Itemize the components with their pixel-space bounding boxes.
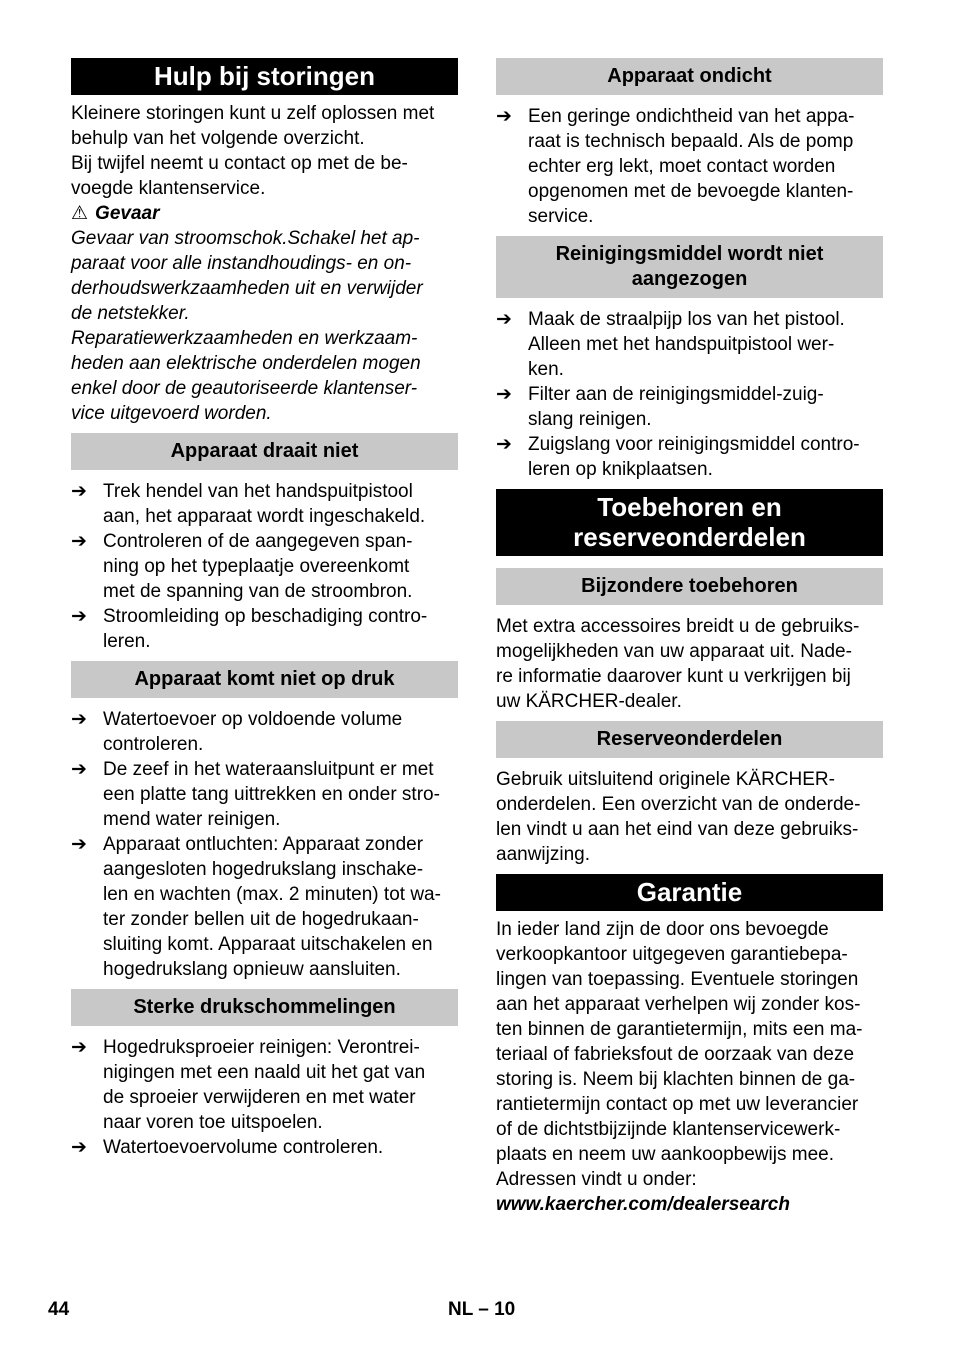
list-item: ➔ Watertoevoer op voldoende volume controleren. <box>71 709 403 755</box>
warning-icon: ⚠ <box>71 203 89 224</box>
subheading-spare-parts: Reserveonderdelen <box>496 721 883 758</box>
bullet-list <box>496 104 883 229</box>
bullet-list <box>496 307 883 482</box>
warning-heading <box>71 201 458 226</box>
bullet-list <box>71 1035 458 1160</box>
arrow-icon: ➔ <box>496 434 512 455</box>
warranty-text: In ieder land zijn de door ons bevoegde verkoopkantoor uitgegeven garantiebepa- lingen van toepassing. Eventuele storingen aan het apparaat verhelpen wij zonder kos- ten binnen de garantietermijn, mits een ma- teriaal of fabrieksfout de oorzaak van deze storing is. Neem bij klachten binnen de ga- rantietermijn contact op met uw leverancier of de dichtstbijzijnde klantenservicewerk- plaats en neem uw aankoopbewijs mee. Adressen vindt u onder: <box>496 919 863 1190</box>
left-column <box>71 58 458 1160</box>
dealer-search-link[interactable]: www.kaercher.com/dealersearch <box>496 1194 790 1215</box>
right-column <box>496 58 883 1217</box>
subheading-special-accessories: Bijzondere toebehoren <box>496 568 883 605</box>
arrow-icon: ➔ <box>71 834 87 855</box>
spare-parts-text: Gebruik uitsluitend originele KÄRCHER- onderdelen. Een overzicht van de onderde- len vindt u aan het eind van deze gebruiks- aanwijzing. <box>496 769 861 865</box>
list-item: ➔ Filter aan de reinigingsmiddel-zuig- slang reinigen. <box>496 384 824 430</box>
subheading-no-pressure: Apparaat komt niet op druk <box>71 661 458 698</box>
arrow-icon: ➔ <box>496 309 512 330</box>
list-item: ➔ Apparaat ontluchten: Apparaat zonder aangesloten hogedrukslang inschake- len en wachten (max. 2 minuten) tot wa- ter zonder bellen uit de hogedrukaan- sluiting komt. Apparaat uitschakelen en hogedrukslang opnieuw aansluiten. <box>71 834 441 980</box>
list-item: ➔ Een geringe ondichtheid van het appa- raat is technisch bepaald. Als de pomp echter erg lekt, moet contact worden opgenomen met de bevoegde klanten- service. <box>496 106 855 227</box>
list-item: ➔ Stroomleiding op beschadiging contro- leren. <box>71 606 428 652</box>
intro-text: Kleinere storingen kunt u zelf oplossen met behulp van het volgende overzicht. Bij twijfel neemt u contact op met de be- voegde klantenservice. <box>71 103 435 199</box>
list-item: ➔ Zuigslang voor reinigingsmiddel contro- leren op knikplaatsen. <box>496 434 860 480</box>
page-number: 44 <box>48 1299 70 1320</box>
list-item: ➔ De zeef in het wateraansluitpunt er met een platte tang uittrekken en onder stro- mend water reinigen. <box>71 759 440 830</box>
arrow-icon: ➔ <box>71 531 87 552</box>
bullet-list <box>71 707 458 982</box>
subheading-detergent-not-sucked: Reinigingsmiddel wordt niet aangezogen <box>496 236 883 298</box>
arrow-icon: ➔ <box>71 481 87 502</box>
list-item: ➔ Hogedruksproeier reinigen: Verontrei- nigingen met een naald uit het gat van de sproeier verwijderen en met water naar voren toe uitspoelen. <box>71 1037 426 1133</box>
section-title-troubleshooting: Hulp bij storingen <box>71 58 458 95</box>
arrow-icon: ➔ <box>71 709 87 730</box>
subheading-device-not-running: Apparaat draait niet <box>71 433 458 470</box>
arrow-icon: ➔ <box>496 106 512 127</box>
special-accessories-text: Met extra accessoires breidt u de gebruiks- mogelijkheden van uw apparaat uit. Nade- re informatie daarover kunt u verkrijgen bij uw KÄRCHER-dealer. <box>496 616 860 712</box>
list-item: ➔ Controleren of de aangegeven span- ning op het typeplaatje overeenkomt met de spanning van de stroombron. <box>71 531 413 602</box>
list-item: ➔ Maak de straalpijp los van het pistool. Alleen met het handspuitpistool wer- ken. <box>496 309 845 380</box>
page-label: NL – 10 <box>448 1299 516 1320</box>
warning-label: Gevaar <box>95 203 160 224</box>
warning-text: Gevaar van stroomschok.Schakel het ap- paraat voor alle instandhoudings- en on- derhoudswerkzaamheden uit en verwijder de netstekker. Reparatiewerkzaamheden en werkzaam- heden aan elektrische onderdelen mogen enkel door de geautoriseerde klantenser- vice uitgevoerd worden. <box>71 228 423 424</box>
arrow-icon: ➔ <box>71 759 87 780</box>
arrow-icon: ➔ <box>496 384 512 405</box>
list-item: ➔ Watertoevoervolume controleren. <box>71 1137 384 1158</box>
subheading-device-leaking: Apparaat ondicht <box>496 58 883 95</box>
arrow-icon: ➔ <box>71 1137 87 1158</box>
arrow-icon: ➔ <box>71 1037 87 1058</box>
arrow-icon: ➔ <box>71 606 87 627</box>
section-title-warranty: Garantie <box>496 874 883 911</box>
section-title-accessories: Toebehoren en reserveonderdelen <box>496 489 883 556</box>
list-item: ➔ Trek hendel van het handspuitpistool aan, het apparaat wordt ingeschakeld. <box>71 481 426 527</box>
bullet-list <box>71 479 458 654</box>
subheading-pressure-fluctuations: Sterke drukschommelingen <box>71 989 458 1026</box>
